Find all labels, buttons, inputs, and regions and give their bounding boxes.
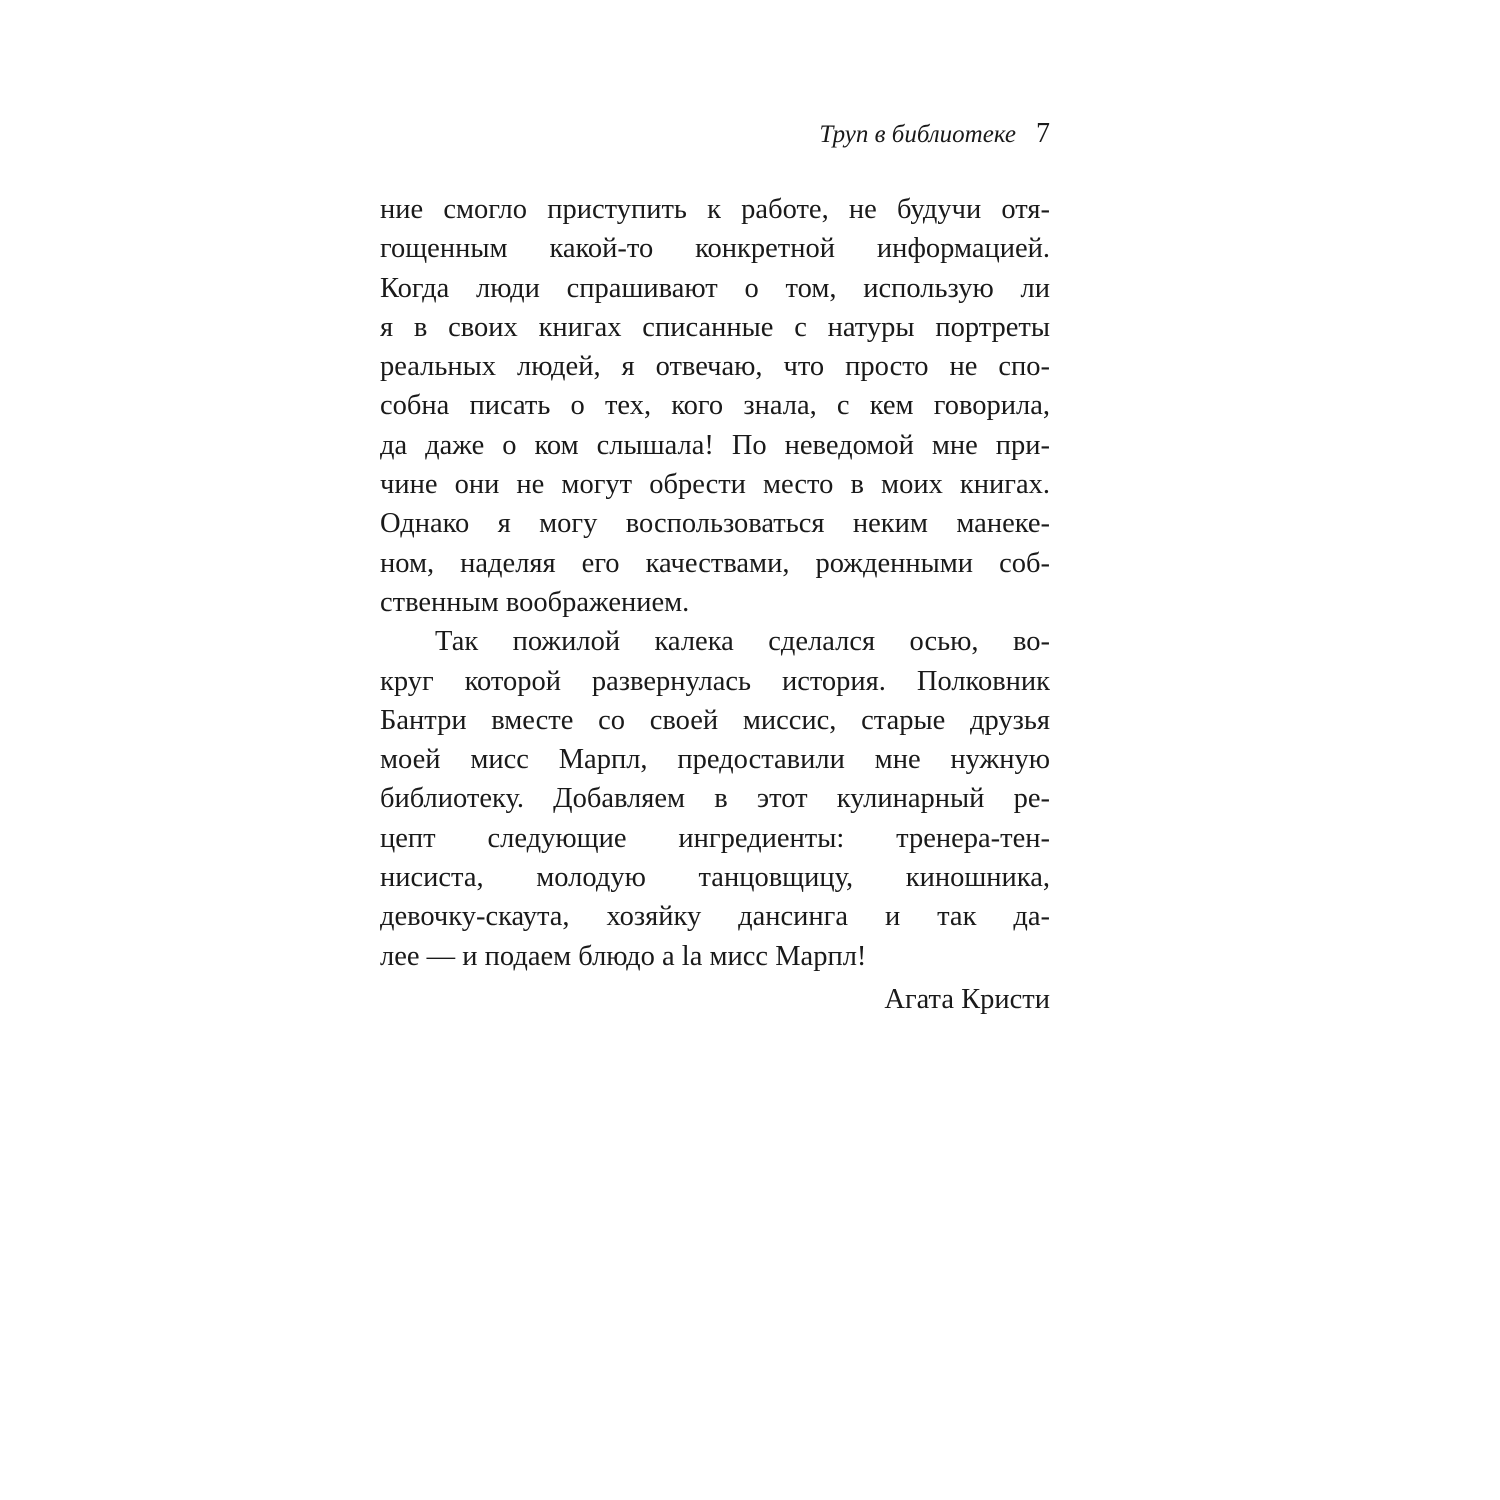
- page-body: [380, 190, 1050, 1019]
- text-line: гощенным какой-то конкретной информацией.: [380, 233, 1050, 265]
- text-line: Однако я могу воспользоваться неким манеке-: [380, 508, 1050, 540]
- text-line: круг которой развернулась история. Полковник: [380, 665, 1050, 697]
- text-line: собна писать о тех, кого знала, с кем говорила,: [380, 390, 1050, 422]
- text-line: реальных людей, я отвечаю, что просто не спо-: [380, 351, 1050, 383]
- text-line: я в своих книгах списанные с натуры портреты: [380, 311, 1050, 343]
- text-line: Бантри вместе со своей миссис, старые друзья: [380, 704, 1050, 736]
- text-line: ственным воображением.: [380, 586, 690, 618]
- text-line: Так пожилой калека сделался осью, во-: [435, 626, 1050, 658]
- book-page: [380, 118, 1050, 1019]
- paragraph-2: [380, 622, 1050, 976]
- text-line: ние смогло приступить к работе, не будучи отя-: [380, 194, 1050, 225]
- text-line: моей мисс Марпл, предоставили мне нужную: [380, 744, 1050, 776]
- text-line: лее — и подаем блюдо a la мисс Марпл!: [380, 940, 867, 972]
- text-line: чине они не могут обрести место в моих книгах.: [380, 469, 1050, 501]
- text-line: цепт следующие ингредиенты: тренера-тен-: [380, 822, 1050, 854]
- text-line: ном, наделяя его качествами, рожденными соб-: [380, 547, 1050, 579]
- text-line: Когда люди спрашивают о том, использую ли: [380, 272, 1050, 304]
- text-line: девочку-скаута, хозяйку дансинга и так да-: [380, 901, 1050, 933]
- text-line: да даже о ком слышала! По неведомой мне при-: [380, 429, 1050, 461]
- page-number: 7: [1036, 118, 1050, 149]
- text-line: библиотеку. Добавляем в этот кулинарный ре-: [380, 783, 1050, 815]
- author-signature: Агата Кристи: [884, 983, 1050, 1015]
- paragraph-1: [380, 190, 1050, 622]
- text-line: нисиста, молодую танцовщицу, киношника,: [380, 862, 1050, 894]
- running-title: Труп в библиотеке: [819, 121, 1016, 148]
- running-header: [380, 118, 1050, 170]
